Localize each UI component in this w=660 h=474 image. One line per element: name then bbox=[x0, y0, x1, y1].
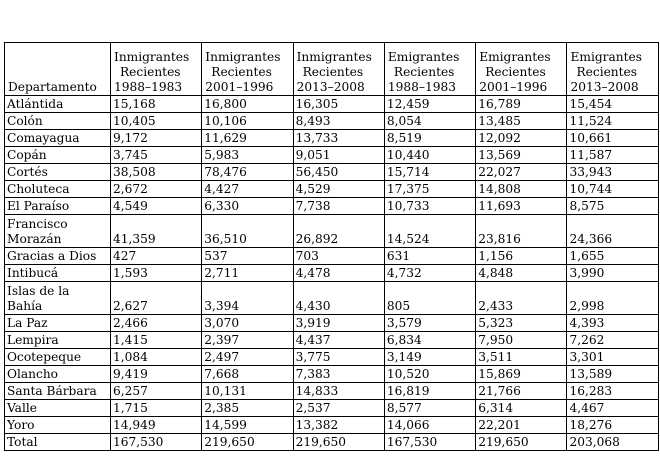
cell-inm-2001-1996: 5,983 bbox=[202, 147, 293, 164]
cell-dept: Islas de la Bahía bbox=[5, 282, 111, 315]
cell-inm-1988-1983: 1,084 bbox=[111, 349, 202, 366]
cell-emi-2013-2008: 10,661 bbox=[567, 130, 658, 147]
cell-emi-2013-2008: 2,998 bbox=[567, 282, 658, 315]
cell-inm-2001-1996: 36,510 bbox=[202, 215, 293, 248]
cell-inm-1988-1983: 14,949 bbox=[111, 417, 202, 434]
cell-emi-1988-1983: 805 bbox=[384, 282, 475, 315]
cell-emi-2001-1996: 13,569 bbox=[476, 147, 567, 164]
cell-inm-2001-1996: 3,070 bbox=[202, 315, 293, 332]
cell-emi-2001-1996: 22,027 bbox=[476, 164, 567, 181]
cell-inm-2001-1996: 4,427 bbox=[202, 181, 293, 198]
cell-inm-2001-1996: 16,800 bbox=[202, 96, 293, 113]
cell-dept: Olancho bbox=[5, 366, 111, 383]
table-body bbox=[5, 96, 659, 451]
cell-emi-1988-1983: 10,440 bbox=[384, 147, 475, 164]
table-row bbox=[5, 332, 659, 349]
cell-inm-2013-2008: 219,650 bbox=[293, 434, 384, 451]
cell-inm-1988-1983: 41,359 bbox=[111, 215, 202, 248]
header-inmigrantes-2013-2008: Inmigrantes Recientes 2013–2008 bbox=[293, 43, 384, 96]
cell-emi-2001-1996: 14,808 bbox=[476, 181, 567, 198]
cell-emi-2013-2008: 18,276 bbox=[567, 417, 658, 434]
cell-inm-2013-2008: 8,493 bbox=[293, 113, 384, 130]
table-row bbox=[5, 349, 659, 366]
cell-inm-2013-2008: 16,305 bbox=[293, 96, 384, 113]
cell-inm-2013-2008: 26,892 bbox=[293, 215, 384, 248]
cell-emi-1988-1983: 15,714 bbox=[384, 164, 475, 181]
cell-emi-2013-2008: 4,393 bbox=[567, 315, 658, 332]
cell-emi-2001-1996: 13,485 bbox=[476, 113, 567, 130]
table-row bbox=[5, 417, 659, 434]
cell-inm-2001-1996: 2,497 bbox=[202, 349, 293, 366]
cell-inm-1988-1983: 9,419 bbox=[111, 366, 202, 383]
header-departamento: Departamento bbox=[5, 43, 111, 96]
migration-table bbox=[4, 42, 659, 451]
cell-emi-2013-2008: 3,301 bbox=[567, 349, 658, 366]
cell-inm-2013-2008: 7,738 bbox=[293, 198, 384, 215]
table-row bbox=[5, 96, 659, 113]
cell-inm-1988-1983: 167,530 bbox=[111, 434, 202, 451]
cell-inm-2013-2008: 7,383 bbox=[293, 366, 384, 383]
cell-emi-2013-2008: 1,655 bbox=[567, 248, 658, 265]
cell-dept: Francisco Morazán bbox=[5, 215, 111, 248]
cell-emi-1988-1983: 8,054 bbox=[384, 113, 475, 130]
cell-emi-1988-1983: 10,520 bbox=[384, 366, 475, 383]
cell-dept: Comayagua bbox=[5, 130, 111, 147]
cell-inm-1988-1983: 427 bbox=[111, 248, 202, 265]
cell-inm-2013-2008: 2,537 bbox=[293, 400, 384, 417]
cell-emi-1988-1983: 14,066 bbox=[384, 417, 475, 434]
cell-inm-1988-1983: 3,745 bbox=[111, 147, 202, 164]
table-row bbox=[5, 265, 659, 282]
cell-emi-2001-1996: 15,869 bbox=[476, 366, 567, 383]
table-row bbox=[5, 282, 659, 315]
cell-inm-2013-2008: 14,833 bbox=[293, 383, 384, 400]
cell-emi-1988-1983: 167,530 bbox=[384, 434, 475, 451]
cell-emi-2001-1996: 2,433 bbox=[476, 282, 567, 315]
cell-dept: Colón bbox=[5, 113, 111, 130]
cell-emi-1988-1983: 4,732 bbox=[384, 265, 475, 282]
cell-inm-2001-1996: 78,476 bbox=[202, 164, 293, 181]
table-row bbox=[5, 181, 659, 198]
cell-emi-2001-1996: 219,650 bbox=[476, 434, 567, 451]
table-row bbox=[5, 383, 659, 400]
table-row bbox=[5, 248, 659, 265]
cell-emi-2013-2008: 10,744 bbox=[567, 181, 658, 198]
cell-inm-2001-1996: 11,629 bbox=[202, 130, 293, 147]
cell-dept: Gracias a Dios bbox=[5, 248, 111, 265]
cell-emi-2013-2008: 24,366 bbox=[567, 215, 658, 248]
cell-emi-1988-1983: 631 bbox=[384, 248, 475, 265]
cell-inm-2013-2008: 703 bbox=[293, 248, 384, 265]
cell-emi-1988-1983: 3,579 bbox=[384, 315, 475, 332]
cell-emi-2013-2008: 203,068 bbox=[567, 434, 658, 451]
cell-dept: Cortés bbox=[5, 164, 111, 181]
cell-inm-2013-2008: 3,775 bbox=[293, 349, 384, 366]
cell-inm-2013-2008: 4,437 bbox=[293, 332, 384, 349]
cell-inm-1988-1983: 4,549 bbox=[111, 198, 202, 215]
table-row bbox=[5, 315, 659, 332]
cell-emi-2001-1996: 7,950 bbox=[476, 332, 567, 349]
cell-emi-2013-2008: 15,454 bbox=[567, 96, 658, 113]
cell-emi-2001-1996: 5,323 bbox=[476, 315, 567, 332]
header-inmigrantes-2001-1996: Inmigrantes Recientes 2001–1996 bbox=[202, 43, 293, 96]
cell-emi-2013-2008: 3,990 bbox=[567, 265, 658, 282]
cell-emi-2001-1996: 22,201 bbox=[476, 417, 567, 434]
cell-emi-2001-1996: 1,156 bbox=[476, 248, 567, 265]
cell-dept: La Paz bbox=[5, 315, 111, 332]
cell-inm-2013-2008: 3,919 bbox=[293, 315, 384, 332]
cell-inm-1988-1983: 9,172 bbox=[111, 130, 202, 147]
cell-emi-2001-1996: 6,314 bbox=[476, 400, 567, 417]
cell-emi-1988-1983: 12,459 bbox=[384, 96, 475, 113]
cell-inm-2013-2008: 56,450 bbox=[293, 164, 384, 181]
cell-inm-1988-1983: 15,168 bbox=[111, 96, 202, 113]
cell-emi-1988-1983: 8,577 bbox=[384, 400, 475, 417]
cell-inm-1988-1983: 1,415 bbox=[111, 332, 202, 349]
cell-emi-2013-2008: 16,283 bbox=[567, 383, 658, 400]
cell-dept: Yoro bbox=[5, 417, 111, 434]
cell-inm-2001-1996: 6,330 bbox=[202, 198, 293, 215]
cell-emi-2013-2008: 7,262 bbox=[567, 332, 658, 349]
cell-inm-2001-1996: 2,385 bbox=[202, 400, 293, 417]
cell-inm-2001-1996: 2,711 bbox=[202, 265, 293, 282]
table-header-row bbox=[5, 43, 659, 96]
table-row bbox=[5, 400, 659, 417]
cell-emi-2001-1996: 12,092 bbox=[476, 130, 567, 147]
cell-inm-2013-2008: 4,529 bbox=[293, 181, 384, 198]
cell-inm-2001-1996: 537 bbox=[202, 248, 293, 265]
cell-inm-1988-1983: 2,672 bbox=[111, 181, 202, 198]
cell-dept: Atlántida bbox=[5, 96, 111, 113]
cell-inm-2013-2008: 4,478 bbox=[293, 265, 384, 282]
cell-emi-2001-1996: 21,766 bbox=[476, 383, 567, 400]
cell-emi-2001-1996: 23,816 bbox=[476, 215, 567, 248]
cell-inm-1988-1983: 1,593 bbox=[111, 265, 202, 282]
table-row bbox=[5, 434, 659, 451]
cell-emi-1988-1983: 16,819 bbox=[384, 383, 475, 400]
cell-inm-1988-1983: 6,257 bbox=[111, 383, 202, 400]
cell-dept: Total bbox=[5, 434, 111, 451]
table-row bbox=[5, 198, 659, 215]
cell-dept: Copán bbox=[5, 147, 111, 164]
cell-emi-1988-1983: 8,519 bbox=[384, 130, 475, 147]
table-row bbox=[5, 366, 659, 383]
cell-inm-2001-1996: 14,599 bbox=[202, 417, 293, 434]
cell-emi-2013-2008: 33,943 bbox=[567, 164, 658, 181]
cell-inm-2001-1996: 3,394 bbox=[202, 282, 293, 315]
cell-emi-2001-1996: 3,511 bbox=[476, 349, 567, 366]
table-row bbox=[5, 130, 659, 147]
cell-inm-2013-2008: 13,733 bbox=[293, 130, 384, 147]
cell-dept: Valle bbox=[5, 400, 111, 417]
cell-dept: Intibucá bbox=[5, 265, 111, 282]
cell-emi-2013-2008: 11,524 bbox=[567, 113, 658, 130]
cell-emi-2013-2008: 11,587 bbox=[567, 147, 658, 164]
cell-inm-1988-1983: 10,405 bbox=[111, 113, 202, 130]
cell-emi-1988-1983: 17,375 bbox=[384, 181, 475, 198]
cell-emi-2001-1996: 16,789 bbox=[476, 96, 567, 113]
header-inmigrantes-1988-1983: Inmigrantes Recientes 1988–1983 bbox=[111, 43, 202, 96]
cell-inm-2013-2008: 13,382 bbox=[293, 417, 384, 434]
cell-inm-1988-1983: 38,508 bbox=[111, 164, 202, 181]
cell-inm-2013-2008: 9,051 bbox=[293, 147, 384, 164]
cell-inm-2013-2008: 4,430 bbox=[293, 282, 384, 315]
cell-inm-2001-1996: 10,106 bbox=[202, 113, 293, 130]
cell-emi-2001-1996: 4,848 bbox=[476, 265, 567, 282]
cell-inm-2001-1996: 10,131 bbox=[202, 383, 293, 400]
cell-emi-2001-1996: 11,693 bbox=[476, 198, 567, 215]
cell-inm-2001-1996: 2,397 bbox=[202, 332, 293, 349]
cell-emi-2013-2008: 4,467 bbox=[567, 400, 658, 417]
cell-inm-2001-1996: 7,668 bbox=[202, 366, 293, 383]
header-emigrantes-1988-1983: Emigrantes Recientes 1988–1983 bbox=[384, 43, 475, 96]
table-row bbox=[5, 164, 659, 181]
cell-inm-1988-1983: 1,715 bbox=[111, 400, 202, 417]
cell-inm-2001-1996: 219,650 bbox=[202, 434, 293, 451]
cell-dept: Santa Bárbara bbox=[5, 383, 111, 400]
cell-dept: El Paraíso bbox=[5, 198, 111, 215]
header-emigrantes-2013-2008: Emigrantes Recientes 2013–2008 bbox=[567, 43, 658, 96]
table-row bbox=[5, 113, 659, 130]
table-row bbox=[5, 215, 659, 248]
cell-dept: Lempira bbox=[5, 332, 111, 349]
header-emigrantes-2001-1996: Emigrantes Recientes 2001–1996 bbox=[476, 43, 567, 96]
table-row bbox=[5, 147, 659, 164]
cell-dept: Choluteca bbox=[5, 181, 111, 198]
cell-inm-1988-1983: 2,627 bbox=[111, 282, 202, 315]
cell-dept: Ocotepeque bbox=[5, 349, 111, 366]
cell-emi-1988-1983: 3,149 bbox=[384, 349, 475, 366]
cell-emi-1988-1983: 10,733 bbox=[384, 198, 475, 215]
cell-inm-1988-1983: 2,466 bbox=[111, 315, 202, 332]
cell-emi-2013-2008: 8,575 bbox=[567, 198, 658, 215]
cell-emi-1988-1983: 14,524 bbox=[384, 215, 475, 248]
cell-emi-2013-2008: 13,589 bbox=[567, 366, 658, 383]
cell-emi-1988-1983: 6,834 bbox=[384, 332, 475, 349]
